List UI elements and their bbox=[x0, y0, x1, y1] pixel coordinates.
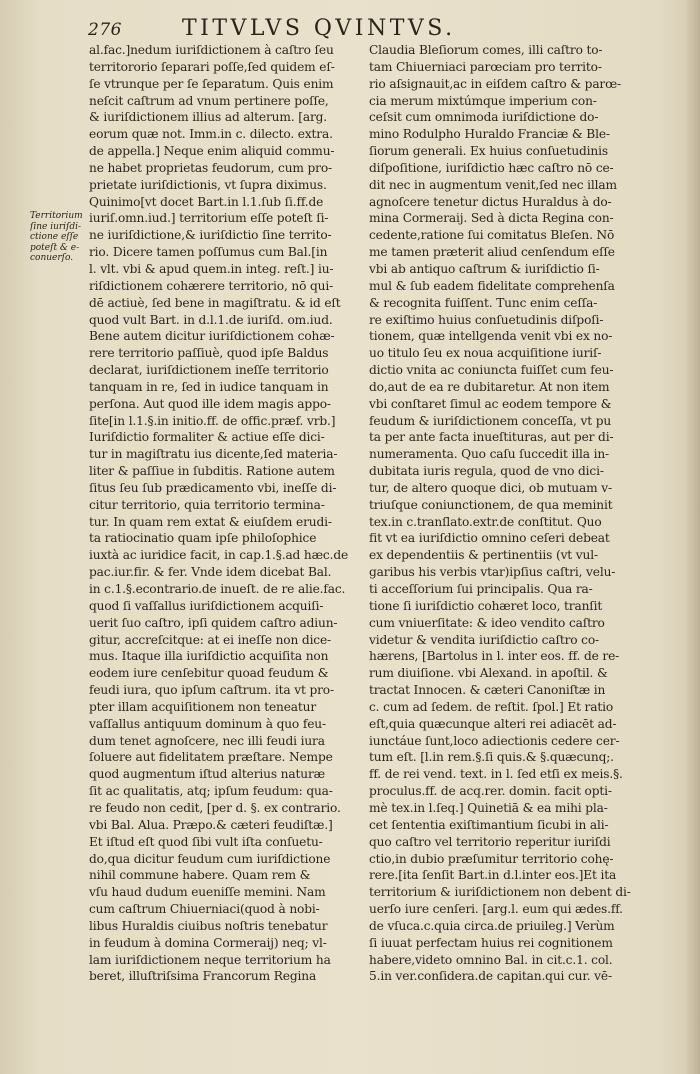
text-line: rio. Dicere tamen poſſumus cum Bal.[in bbox=[89, 245, 328, 260]
text-line: dictio vnita ac coniuncta fuiſſet cum feu- bbox=[369, 363, 614, 378]
text-line: ne habet proprietas feudorum, cum pro- bbox=[89, 160, 333, 175]
marginal-note bbox=[30, 211, 88, 264]
text-line: tur, de altero quoque dici, ob mutuam v- bbox=[369, 480, 612, 495]
text-line: cum caſtrum Chiuerniaci(quod à nobi- bbox=[89, 902, 320, 917]
text-line: territororio ſeparari poſſe,ſed quidem eſ- bbox=[89, 59, 335, 74]
text-line: vbi conſtaret ſimul ac eodem tempore & bbox=[369, 396, 612, 411]
text-line: citur territorio, quia territorio termina- bbox=[89, 497, 325, 512]
text-line: cum vniuerſitate: & ideo vendito caſtro bbox=[369, 615, 605, 630]
text-line: quod vult Bart. in d.l.1.de iuriſd. om.iud. bbox=[89, 312, 333, 327]
text-line: numeramenta. Quo caſu ſuccedit illa in- bbox=[369, 447, 610, 462]
text-line: de vſuca.c.quia circa.de priuileg.] Verùm bbox=[369, 918, 615, 933]
text-line: tex.in c.tranſlato.extr.de conſtitut. Quo bbox=[369, 514, 602, 529]
text-line: perſona. Aut quod ille idem magis appo- bbox=[89, 396, 331, 411]
text-line: Claudia Bleſiorum comes, illi caſtro to- bbox=[369, 43, 603, 57]
text-line: do,qua dicitur feudum cum iuriſdictione bbox=[89, 851, 331, 866]
page-header bbox=[0, 14, 700, 42]
text-line: libus Huraldis ciuibus noſtris tenebatur bbox=[89, 918, 328, 933]
marginal-note-line: conuerſo. bbox=[30, 253, 74, 264]
text-line: rere territorio paſſiuè, quod ipſe Baldus bbox=[89, 346, 329, 361]
text-line: Quinimo[vt docet Bart.in l.1.ſub ſi.ff.de bbox=[89, 194, 324, 209]
text-line: mina Cormeraij. Sed à dicta Regina con- bbox=[369, 211, 614, 226]
text-line: ſit ac qualitatis, atq; ipſum feudum: qua- bbox=[89, 784, 333, 799]
text-line: eorum quæ not. Imm.in c. dilecto. extra. bbox=[89, 127, 333, 142]
text-line: pter illam acquiſitionem non teneatur bbox=[89, 699, 317, 714]
text-line: de appella.] Neque enim aliquid commu- bbox=[89, 144, 335, 159]
text-line: quod augmentum iſtud alterius naturæ bbox=[89, 767, 325, 782]
text-line: tur. In quam rem extat & eiuſdem erudi- bbox=[89, 514, 332, 529]
text-line: mino Rodulpho Huraldo Franciæ & Ble- bbox=[369, 127, 610, 142]
text-line: riſdictionem cohærere territorio, nō qui- bbox=[89, 278, 334, 293]
text-line: mus. Itaque illa iuriſdictio acquiſita non bbox=[89, 649, 329, 664]
text-line: tionem, quæ intellgenda venit vbi ex no- bbox=[369, 329, 613, 344]
text-line: al.fac.]nedum iuriſdictionem à caſtro ſeu bbox=[89, 43, 334, 57]
text-line: ta per ante facta inueſtituras, aut per di- bbox=[369, 430, 614, 445]
text-line: ſitus ſeu ſub prædicamento vbi, ineſſe di- bbox=[89, 480, 337, 495]
text-line: rere.[ita ſenſit Bart.in d.l.inter eos.]Et ita bbox=[369, 868, 617, 883]
text-line: territorium & iuriſdictionem non debent di- bbox=[369, 885, 631, 900]
text-line: vaſſallus antiquum dominum à quo feu- bbox=[89, 716, 326, 731]
text-line: eodem iure cenſebitur quoad feudum & bbox=[89, 666, 329, 681]
text-line: 5.in ver.conſidera.de capitan.qui cur. vē- bbox=[369, 969, 612, 984]
left-text-column bbox=[89, 42, 351, 985]
text-line: neſcit caſtrum ad vnum pertinere poſſe, bbox=[89, 93, 329, 108]
text-line: garibus his verbis vtar)ipſius caſtri, velu- bbox=[369, 565, 616, 580]
text-line: ff. de rei vend. text. in l. ſed etſi ex meis.§. bbox=[369, 767, 623, 782]
text-line: ceſsit cum omnimoda iuriſdictione do- bbox=[369, 110, 599, 125]
text-line: cet ſententia exiſtimantium ſicubi in ali- bbox=[369, 817, 609, 832]
text-line: hærens, [Bartolus in l. inter eos. ff. de re- bbox=[369, 649, 620, 664]
text-line: mul & ſub eadem fidelitate comprehenſa bbox=[369, 278, 615, 293]
text-line: agnoſcere tenetur dictus Huraldus à do- bbox=[369, 194, 612, 209]
text-line: tam Chiuerniaci parœciam pro territo- bbox=[369, 59, 602, 74]
text-line: gitur, accreſcitque: at ei ineſſe non dice- bbox=[89, 632, 332, 647]
text-line: rum diuiſione. vbi Alexand. in apoſtil. & bbox=[369, 666, 608, 681]
text-line: feudum & iuriſdictionem conceſſa, vt pu bbox=[369, 413, 612, 428]
text-line: declarat, iuriſdictionem ineſſe territorio bbox=[89, 363, 329, 378]
text-line: nihil commune habere. Quam rem & bbox=[89, 868, 311, 883]
text-line: pac.iur.fir. & fer. Vnde idem dicebat Bal. bbox=[89, 565, 332, 580]
text-line: ſite[in l.1.§.in initio.ff. de offic.præf. vrb.] bbox=[89, 413, 336, 428]
text-line: vſu haud dudum eueniſſe memini. Nam bbox=[89, 885, 326, 900]
text-line: dit nec in augmentum venit,ſed nec illam bbox=[369, 177, 617, 192]
text-line: quod ſi vaſſallus iuriſdictionem acquiſi- bbox=[89, 598, 324, 613]
text-line: uerſo iure cenſeri. [arg.l. eum qui ædes.ff. bbox=[369, 902, 623, 917]
text-line: mè tex.in l.ſeq.] Quinetiā & ea mihi pla- bbox=[369, 800, 608, 815]
text-line: cedente,ratione ſui comitatus Bleſen. Nō bbox=[369, 228, 615, 243]
text-line: triuſque coniunctionem, de qua meminit bbox=[369, 497, 613, 512]
text-line: tione ſi iuriſdictio cohæret loco, tranſit bbox=[369, 598, 603, 613]
text-line: ſi iuuat perfectam huius rei cognitionem bbox=[369, 935, 613, 950]
marginal-note-line: ſine iuriſdi- bbox=[30, 221, 82, 232]
text-line: eſt,quia quæcunque alteri rei adiacēt ad- bbox=[369, 716, 617, 731]
text-line: quo caſtro vel territorio reperitur iuriſdi bbox=[369, 834, 611, 849]
text-line: ne iuriſdictione,& iuriſdictio ſine territo- bbox=[89, 228, 332, 243]
text-line: me tamen præterit aliud cenſendum eſſe bbox=[369, 245, 615, 260]
text-line: dubitata iuris regula, quod de vno dici- bbox=[369, 464, 604, 479]
text-line: in feudum à domina Cormeraij) neq; vl- bbox=[89, 935, 327, 950]
text-line: proculus.ff. de acq.rer. domin. facit opti- bbox=[369, 784, 612, 799]
marginal-note-line: ctione eſſe bbox=[30, 232, 79, 243]
text-line: dē actiuè, ſed bene in magiſtratu. & id eſt bbox=[89, 295, 341, 310]
text-line: ctio,in dubio præſumitur territorio cohę- bbox=[369, 851, 614, 866]
text-line: iuriſ.omn.iud.] territorium eſſe poteſt ſi- bbox=[89, 211, 329, 226]
text-line: habere,videto omnino Bal. in cit.c.1. col. bbox=[369, 952, 613, 967]
text-line: re feudo non cedit, [per d. §. ex contrario. bbox=[89, 800, 341, 815]
marginal-note-line: Territorium bbox=[30, 211, 83, 221]
text-line: rio aſsignauit,ac in eiſdem caſtro & parœ- bbox=[369, 76, 621, 91]
text-line: tractat Innocen. & cæteri Canoniſtæ in bbox=[369, 683, 606, 698]
text-line: feudi iura, quo ipſum caſtrum. ita vt pro- bbox=[89, 683, 334, 698]
text-line: tur in magiſtratu ius dicente,ſed materia- bbox=[89, 447, 338, 462]
text-line: ta ratiocinatio quam ipſe philoſophice bbox=[89, 531, 317, 546]
text-line: ſiorum generali. Ex huius conſuetudinis bbox=[369, 144, 608, 159]
text-line: tanquam in re, ſed in iudice tanquam in bbox=[89, 379, 329, 394]
text-line: videtur & vendita iuriſdictio caſtro co- bbox=[369, 632, 599, 647]
text-line: beret, illuſtriſsima Francorum Regina bbox=[89, 969, 317, 984]
text-line: Bene autem dicitur iuriſdictionem cohæ- bbox=[89, 329, 335, 344]
text-line: prietate iuriſdictionis, vt ſupra diximus. bbox=[89, 177, 327, 192]
text-line: lam iuriſdictionem neque territorium ha bbox=[89, 952, 331, 967]
text-line: l. vlt. vbi & apud quem.in integ. reſt.] iu- bbox=[89, 261, 334, 276]
text-line: ti acceſſorium ſui principalis. Qua ra- bbox=[369, 582, 593, 596]
text-line: Et iſtud eſt quod ſibi vult iſta conſuetu- bbox=[89, 834, 323, 849]
page-edge-shadow bbox=[684, 0, 700, 1074]
text-line: & iuriſdictionem illius ad alterum. [arg. bbox=[89, 110, 327, 125]
text-line: Iuriſdictio formaliter & actiue eſſe dici- bbox=[89, 430, 325, 445]
text-line: re exiſtimo huius conſuetudinis diſpoſi- bbox=[369, 312, 604, 327]
text-line: do,aut de ea re dubitaretur. At non item bbox=[369, 379, 610, 394]
text-line: dum tenet agnoſcere, nec illi feudi iura bbox=[89, 733, 325, 748]
text-line: diſpoſitione, iuriſdictio hæc caſtro nō ce- bbox=[369, 160, 614, 175]
running-title: TITVLVS QVINTVS. bbox=[182, 16, 456, 41]
text-line: ex dependentiis & pertinentiis (vt vul- bbox=[369, 548, 598, 563]
text-line: & recognita fuiſſent. Tunc enim ceſſa- bbox=[369, 295, 598, 310]
text-line: iunctáue ſunt,loco adiectionis cedere cer- bbox=[369, 733, 620, 748]
text-line: c. cum ad ſedem. de reſtit. ſpol.] Et ratio bbox=[369, 699, 614, 714]
text-line: tum eſt. [l.in rem.§.ſi quis.& §.quæcunq;. bbox=[369, 750, 614, 765]
text-line: ſe vtrunque per ſe ſeparatum. Quis enim bbox=[89, 76, 334, 91]
text-line: vbi Bal. Alua. Præpo.& cæteri feudiſtæ.] bbox=[89, 817, 333, 832]
right-text-column bbox=[369, 42, 631, 985]
text-line: ſoluere aut fidelitatem præſtare. Nempe bbox=[89, 750, 333, 765]
marginal-note-line: poteſt & e- bbox=[30, 242, 80, 253]
text-line: cia merum mixtúmque imperium con- bbox=[369, 93, 597, 108]
text-line: iuxtà ac iuridice facit, in cap.1.§.ad hæc.de bbox=[89, 548, 349, 563]
page-number: 276 bbox=[88, 20, 122, 40]
text-line: uerit ſuo caſtro, ipſi quidem caſtro adiun- bbox=[89, 615, 338, 630]
text-line: in c.1.§.econtrario.de inueſt. de re alie.fac. bbox=[89, 582, 346, 596]
text-line: uo titulo ſeu ex noua acquiſitione iuriſ- bbox=[369, 346, 602, 361]
text-line: liter & paſſiue in ſubditis. Ratione autem bbox=[89, 464, 335, 479]
text-line: vbi ab antiquo caſtrum & iuriſdictio ſi- bbox=[369, 261, 600, 276]
text-line: fit vt ea iuriſdictio omnino ceſeri debeat bbox=[369, 531, 610, 546]
